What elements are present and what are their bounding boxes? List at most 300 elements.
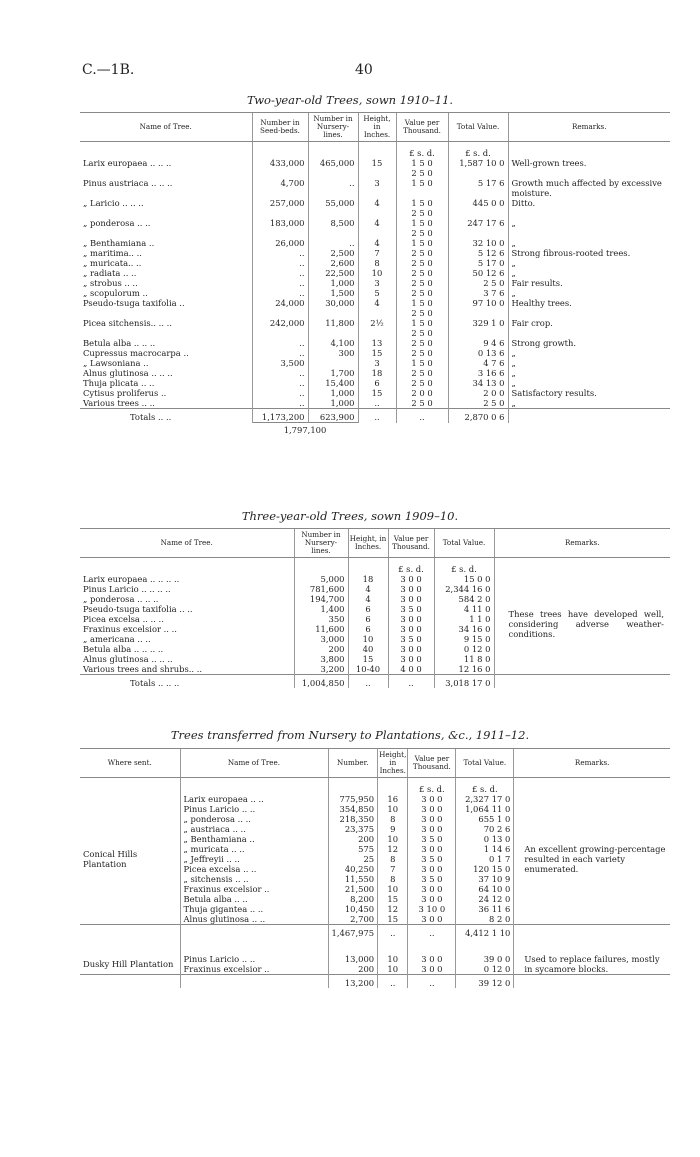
t1-total-value: 4 7 6 xyxy=(448,358,508,368)
t2-col-lines: Number in Nursery-lines. xyxy=(294,529,348,558)
t1-row xyxy=(80,318,670,338)
t1-nursery-lines: .. xyxy=(308,178,358,198)
t2-total-value: 9 15 0 xyxy=(434,634,494,644)
t1-value-per-thousand: 1 5 0 xyxy=(396,238,448,248)
t3-where-sent: Conical Hills Plantation xyxy=(83,849,138,869)
t3-col-value: Value per Thousand. xyxy=(408,749,456,778)
t1-col-seed: Number in Seed-beds. xyxy=(252,113,308,142)
t1-height: 8 xyxy=(358,258,396,268)
t1-remarks: Ditto. xyxy=(508,198,670,218)
t3-number: 10,450 xyxy=(328,904,378,914)
t2-value-per-thousand: 3 0 0 xyxy=(388,624,434,634)
t3-height: 10 xyxy=(378,804,408,814)
t1-row xyxy=(80,198,670,218)
t3-tree-name: Betula alba .. .. xyxy=(180,894,328,904)
t1-nursery-lines: 15,400 xyxy=(308,378,358,388)
t3-height: 15 xyxy=(378,894,408,904)
t2-nursery-lines: 781,600 xyxy=(294,584,348,594)
t3-tree-name: Alnus glutinosa .. .. xyxy=(180,914,328,925)
t2-tree-name: Various trees and shrubs.. .. xyxy=(83,664,203,674)
t3-group-total-value: .. xyxy=(408,975,456,989)
t2-tree-name: „ ponderosa .. .. .. xyxy=(83,594,159,604)
t1-seed-beds: .. xyxy=(252,368,308,378)
t3-col-total: Total Value. xyxy=(456,749,514,778)
t1-nursery-lines: 30,000 xyxy=(308,298,358,318)
t1-value-per-thousand: 2 5 0 xyxy=(396,348,448,358)
t2-nursery-lines: 5,000 xyxy=(294,574,348,584)
t3-value-per-thousand: 3 0 0 xyxy=(408,814,456,824)
t1-value-per-thousand: 1 5 0 2 5 0 xyxy=(396,298,448,318)
t1-seed-beds: 257,000 xyxy=(252,198,308,218)
t2-height: 40 xyxy=(348,644,388,654)
t2-tree-name: Larix europaea .. .. .. .. xyxy=(83,574,180,584)
t3-number: 23,375 xyxy=(328,824,378,834)
t3-tree-name: „ muricata .. .. xyxy=(180,844,328,854)
t1-row xyxy=(80,218,670,238)
t1-total-value: 50 12 6 xyxy=(448,268,508,278)
t3-total-value: 37 10 9 xyxy=(456,874,514,884)
t1-tree-name: Alnus glutinosa .. .. .. xyxy=(83,368,173,378)
t1-row xyxy=(80,248,670,258)
t1-total-value: 1,587 10 0 xyxy=(448,158,508,178)
t2-nursery-lines: 3,800 xyxy=(294,654,348,664)
t3-col-where: Where sent. xyxy=(80,749,180,778)
t1-remarks: Fair crop. xyxy=(508,318,670,338)
t2-value-per-thousand: 3 0 0 xyxy=(388,654,434,664)
page-reference: C.—1B. xyxy=(82,62,135,78)
t2-tree-name: Betula alba .. .. .. .. xyxy=(83,644,164,654)
t1-tree-name: „ Lawsoniana .. xyxy=(83,358,149,368)
t2-totals-row xyxy=(80,675,670,689)
t1-total-value: 3 7 6 xyxy=(448,288,508,298)
t3-tree-name: Pinus Laricio .. .. xyxy=(180,954,328,964)
t1-value-per-thousand: 1 5 0 2 5 0 xyxy=(396,318,448,338)
t3-unit-value: £ s. d. xyxy=(408,784,456,794)
t1-height: 13 xyxy=(358,338,396,348)
t2-total-total: 3,018 17 0 xyxy=(434,675,494,689)
t2-body xyxy=(80,558,670,675)
t2-tree-name: „ americana .. .. xyxy=(83,634,151,644)
t3-value-per-thousand: 3 0 0 xyxy=(408,894,456,904)
t3-total-value: 0 1 7 xyxy=(456,854,514,864)
t3-height: 10 xyxy=(378,884,408,894)
t2-value-per-thousand: 3 0 0 xyxy=(388,574,434,584)
t1-remarks: „ xyxy=(508,348,670,358)
t2-nursery-lines: 200 xyxy=(294,644,348,654)
t1-nursery-lines: 300 xyxy=(308,348,358,358)
t1-remarks: „ xyxy=(508,378,670,388)
t3-group-total-height: .. xyxy=(378,925,408,939)
t1-remarks: „ xyxy=(508,218,670,238)
t3-tree-name: „ ponderosa .. .. xyxy=(180,814,328,824)
t1-total-value: 247 17 6 xyxy=(448,218,508,238)
t3-col-name: Name of Tree. xyxy=(180,749,328,778)
t3-height: 12 xyxy=(378,904,408,914)
t1-height: 3 xyxy=(358,278,396,288)
t1-grand-total-row xyxy=(80,423,670,436)
t1-total-value: 97 10 0 xyxy=(448,298,508,318)
t3-tree-name: „ austriaca .. .. xyxy=(180,824,328,834)
t3-tree-name: Fraxinus excelsior .. xyxy=(180,884,328,894)
t3-total-value: 1,064 11 0 xyxy=(456,804,514,814)
t2-remarks: These trees have developed well, considering adverse weather-conditions. xyxy=(494,574,670,675)
t3-number: 21,500 xyxy=(328,884,378,894)
t1-value-per-thousand: 2 5 0 xyxy=(396,378,448,388)
t3-where-sent: Dusky Hill Plantation xyxy=(83,959,174,969)
t1-height: 6 xyxy=(358,378,396,388)
t1-total-value: 5 17 0 xyxy=(448,258,508,268)
t1-tree-name: Cupressus macrocarpa .. xyxy=(83,348,189,358)
t1-unit-value: £ s. d. xyxy=(396,148,448,158)
table1 xyxy=(80,112,670,435)
t1-tree-name: „ ponderosa .. .. xyxy=(83,218,151,228)
t1-total-seed: 1,173,200 xyxy=(252,409,308,423)
t1-total-height: .. xyxy=(358,409,396,423)
t2-nursery-lines: 194,700 xyxy=(294,594,348,604)
t1-col-total: Total Value. xyxy=(448,113,508,142)
t1-totals-row xyxy=(80,409,670,423)
t3-group-total-height: .. xyxy=(378,975,408,989)
t1-total-value: 2 5 0 xyxy=(448,398,508,409)
t1-total-value: 5 12 6 xyxy=(448,248,508,258)
t1-remarks: „ xyxy=(508,268,670,278)
t1-row xyxy=(80,258,670,268)
t1-remarks: „ xyxy=(508,238,670,248)
t3-tree-name: Pinus Laricio .. .. xyxy=(180,804,328,814)
t1-row xyxy=(80,378,670,388)
t3-number: 2,700 xyxy=(328,914,378,925)
t3-number: 218,350 xyxy=(328,814,378,824)
t3-number: 200 xyxy=(328,834,378,844)
t1-tree-name: „ Laricio .. .. .. xyxy=(83,198,144,208)
t1-height: 4 xyxy=(358,218,396,238)
t3-height: 10 xyxy=(378,964,408,975)
t3-total-value: 0 12 0 xyxy=(456,964,514,975)
t3-total-value: 2,327 17 0 xyxy=(456,794,514,804)
t1-tree-name: „ muricata.. .. xyxy=(83,258,142,268)
t1-tree-name: Various trees .. .. xyxy=(83,398,155,408)
t3-col-number: Number. xyxy=(328,749,378,778)
table3 xyxy=(80,748,670,988)
t1-value-per-thousand: 2 5 0 xyxy=(396,398,448,409)
t1-row xyxy=(80,368,670,378)
table2-title: Three-year-old Trees, sown 1909–10. xyxy=(241,509,459,523)
t1-value-per-thousand: 1 5 0 xyxy=(396,358,448,368)
t3-col-remarks: Remarks. xyxy=(514,749,670,778)
t1-col-lines: Number in Nursery-lines. xyxy=(308,113,358,142)
t2-value-per-thousand: 3 5 0 xyxy=(388,604,434,614)
t3-number: 13,000 xyxy=(328,954,378,964)
t1-remarks: „ xyxy=(508,368,670,378)
t2-total-value: .. xyxy=(388,675,434,689)
t3-value-per-thousand: 3 0 0 xyxy=(408,824,456,834)
t1-row xyxy=(80,338,670,348)
t2-unit-total: £ s. d. xyxy=(434,564,494,574)
t2-height: 4 xyxy=(348,584,388,594)
t3-tree-name: Picea excelsa .. .. xyxy=(180,864,328,874)
t1-remarks: Strong fibrous-rooted trees. xyxy=(508,248,670,258)
t1-nursery-lines: 1,700 xyxy=(308,368,358,378)
t1-nursery-lines xyxy=(308,358,358,368)
t1-nursery-lines: 11,800 xyxy=(308,318,358,338)
t1-value-per-thousand: 2 5 0 xyxy=(396,248,448,258)
t1-seed-beds: .. xyxy=(252,398,308,409)
t2-total-value: 15 0 0 xyxy=(434,574,494,584)
t3-height: 8 xyxy=(378,874,408,884)
t1-height: 4 xyxy=(358,298,396,318)
t3-value-per-thousand: 3 5 0 xyxy=(408,834,456,844)
t1-value-per-thousand: 2 5 0 xyxy=(396,278,448,288)
t2-height: 6 xyxy=(348,614,388,624)
t3-group-total-row xyxy=(80,975,670,989)
t3-value-per-thousand: 3 0 0 xyxy=(408,964,456,975)
t3-body xyxy=(80,778,670,989)
t3-value-per-thousand: 3 0 0 xyxy=(408,804,456,814)
t3-value-per-thousand: 3 0 0 xyxy=(408,844,456,854)
t3-height: 15 xyxy=(378,914,408,925)
t3-total-value: 39 0 0 xyxy=(456,954,514,964)
t2-total-lines: 1,004,850 xyxy=(294,675,348,689)
t1-row xyxy=(80,288,670,298)
t1-value-per-thousand: 2 0 0 xyxy=(396,388,448,398)
t1-height: 15 xyxy=(358,388,396,398)
t1-col-remarks: Remarks. xyxy=(508,113,670,142)
t1-seed-beds: 4,700 xyxy=(252,178,308,198)
t1-total-value: 3 16 6 xyxy=(448,368,508,378)
t1-height: 5 xyxy=(358,288,396,298)
t2-height: 6 xyxy=(348,604,388,614)
t1-total-value: 32 10 0 xyxy=(448,238,508,248)
t1-total-total: 2,870 0 6 xyxy=(448,409,508,423)
t3-group-total-row xyxy=(80,925,670,939)
t3-height: 10 xyxy=(378,954,408,964)
t3-height: 8 xyxy=(378,814,408,824)
t3-number: 40,250 xyxy=(328,864,378,874)
t3-group-total-number: 1,467,975 xyxy=(328,925,378,939)
t3-remarks: An excellent growing-percentage resulted in each variety enumerated. xyxy=(514,794,670,925)
t1-seed-beds: 183,000 xyxy=(252,218,308,238)
t1-nursery-lines: 2,500 xyxy=(308,248,358,258)
t3-total-value: 655 1 0 xyxy=(456,814,514,824)
t1-height: 15 xyxy=(358,158,396,178)
t1-tree-name: Pinus austriaca .. .. .. xyxy=(83,178,173,188)
t3-height: 7 xyxy=(378,864,408,874)
t1-value-per-thousand: 1 5 0 2 5 0 xyxy=(396,158,448,178)
t3-height: 10 xyxy=(378,834,408,844)
t1-nursery-lines: .. xyxy=(308,238,358,248)
table1-title: Two-year-old Trees, sown 1910–11. xyxy=(246,93,454,107)
t2-total-value: 1 1 0 xyxy=(434,614,494,624)
t3-col-height: Height, in Inches. xyxy=(378,749,408,778)
t2-row xyxy=(80,574,670,584)
t1-tree-name: Picea sitchensis.. .. .. xyxy=(83,318,172,328)
t2-total-value: 584 2 0 xyxy=(434,594,494,604)
t3-total-value: 0 13 0 xyxy=(456,834,514,844)
t1-remarks: „ xyxy=(508,258,670,268)
t1-nursery-lines: 8,500 xyxy=(308,218,358,238)
t2-total-value: 11 8 0 xyxy=(434,654,494,664)
t3-number: 8,200 xyxy=(328,894,378,904)
t1-tree-name: „ radiata .. .. xyxy=(83,268,137,278)
t1-height: 2½ xyxy=(358,318,396,338)
t1-row xyxy=(80,298,670,318)
t2-value-per-thousand: 3 0 0 xyxy=(388,614,434,624)
t1-nursery-lines: 465,000 xyxy=(308,158,358,178)
t1-total-value: 329 1 0 xyxy=(448,318,508,338)
t3-value-per-thousand: 3 5 0 xyxy=(408,854,456,864)
t3-total-value: 64 10 0 xyxy=(456,884,514,894)
t3-total-value: 120 15 0 xyxy=(456,864,514,874)
t1-seed-beds: .. xyxy=(252,288,308,298)
t2-height: 4 xyxy=(348,594,388,604)
t1-seed-beds: 26,000 xyxy=(252,238,308,248)
t2-col-name: Name of Tree. xyxy=(80,529,294,558)
t1-total-value: 9 4 6 xyxy=(448,338,508,348)
t1-value-per-thousand: 1 5 0 xyxy=(396,178,448,198)
t1-row xyxy=(80,178,670,198)
t1-body xyxy=(80,142,670,409)
page-number: 40 xyxy=(355,62,373,78)
t1-tree-name: Thuja plicata .. .. xyxy=(83,378,155,388)
t1-height: 15 xyxy=(358,348,396,358)
t2-unit-value: £ s. d. xyxy=(388,564,434,574)
t3-total-value: 24 12 0 xyxy=(456,894,514,904)
t2-tree-name: Pseudo-tsuga taxifolia .. .. xyxy=(83,604,193,614)
t1-total-lines: 623,900 xyxy=(308,409,358,423)
t1-seed-beds: 433,000 xyxy=(252,158,308,178)
t1-row xyxy=(80,348,670,358)
t2-col-height: Height, in Inches. xyxy=(348,529,388,558)
t2-height: 10 xyxy=(348,634,388,644)
t1-total-value: 2 0 0 xyxy=(448,388,508,398)
t3-group-total-value: .. xyxy=(408,925,456,939)
t1-height: 7 xyxy=(358,248,396,258)
t1-tree-name: „ Benthamiana .. xyxy=(83,238,155,248)
t1-nursery-lines: 4,100 xyxy=(308,338,358,348)
t3-unit-total: £ s. d. xyxy=(456,784,514,794)
t1-height: 3 xyxy=(358,358,396,368)
t2-total-value: 4 11 0 xyxy=(434,604,494,614)
t1-col-value: Value per Thousand. xyxy=(396,113,448,142)
t2-value-per-thousand: 3 5 0 xyxy=(388,634,434,644)
t2-col-value: Value per Thousand. xyxy=(388,529,434,558)
t3-total-value: 8 2 0 xyxy=(456,914,514,925)
t1-remarks: Well-grown trees. xyxy=(508,158,670,178)
t1-row xyxy=(80,398,670,409)
t1-total-value: 445 0 0 xyxy=(448,198,508,218)
t1-value-per-thousand: 1 5 0 2 5 0 xyxy=(396,218,448,238)
t1-total-value: 0 13 6 xyxy=(448,348,508,358)
t1-total-value: 34 13 0 xyxy=(448,378,508,388)
t2-tree-name: Picea excelsa .. .. .. xyxy=(83,614,164,624)
t3-remarks: Used to replace failures, mostly in sycamore blocks. xyxy=(514,954,670,975)
t2-col-remarks: Remarks. xyxy=(494,529,670,558)
t3-number: 775,950 xyxy=(328,794,378,804)
t1-seed-beds: .. xyxy=(252,258,308,268)
t2-value-per-thousand: 3 0 0 xyxy=(388,584,434,594)
t1-tree-name: „ scopulorum .. xyxy=(83,288,148,298)
t3-tree-name: Larix europaea .. .. xyxy=(180,794,328,804)
t1-value-per-thousand: 2 5 0 xyxy=(396,368,448,378)
t1-row xyxy=(80,358,670,368)
t1-remarks: „ xyxy=(508,358,670,368)
t3-value-per-thousand: 3 0 0 xyxy=(408,794,456,804)
t1-tree-name: Cytisus proliferus .. xyxy=(83,388,167,398)
t1-grand-total: 1,797,100 xyxy=(252,423,358,436)
table3-title: Trees transferred from Nursery to Plantations, &c., 1911–12. xyxy=(170,728,530,742)
t1-remarks: Fair results. xyxy=(508,278,670,288)
t1-col-name: Name of Tree. xyxy=(80,113,252,142)
t1-value-per-thousand: 1 5 0 2 5 0 xyxy=(396,198,448,218)
t1-value-per-thousand: 2 5 0 xyxy=(396,338,448,348)
t2-nursery-lines: 3,000 xyxy=(294,634,348,644)
table2 xyxy=(80,528,670,688)
t2-value-per-thousand: 4 0 0 xyxy=(388,664,434,675)
t1-tree-name: „ maritima.. .. xyxy=(83,248,142,258)
t1-value-per-thousand: 2 5 0 xyxy=(396,258,448,268)
t3-value-per-thousand: 3 0 0 xyxy=(408,954,456,964)
t2-value-per-thousand: 3 0 0 xyxy=(388,594,434,604)
t2-col-total: Total Value. xyxy=(434,529,494,558)
t1-row xyxy=(80,388,670,398)
t1-seed-beds: .. xyxy=(252,278,308,288)
t2-height: 6 xyxy=(348,624,388,634)
t3-total-value: 70 2 6 xyxy=(456,824,514,834)
t1-seed-beds: 242,000 xyxy=(252,318,308,338)
t3-value-per-thousand: 3 0 0 xyxy=(408,884,456,894)
t3-tree-name: Fraxinus excelsior .. xyxy=(180,964,328,975)
t1-seed-beds: .. xyxy=(252,388,308,398)
t3-tree-name: „ Benthamiana .. xyxy=(180,834,328,844)
t2-height: 15 xyxy=(348,654,388,664)
t2-nursery-lines: 1,400 xyxy=(294,604,348,614)
t1-unit-total: £ s. d. xyxy=(448,148,508,158)
t1-remarks: „ xyxy=(508,288,670,298)
t3-row xyxy=(80,794,670,804)
t1-height: 3 xyxy=(358,178,396,198)
t2-value-per-thousand: 3 0 0 xyxy=(388,644,434,654)
t2-tree-name: Alnus glutinosa .. .. .. xyxy=(83,654,173,664)
t1-remarks: Strong growth. xyxy=(508,338,670,348)
t2-tree-name: Pinus Laricio .. .. .. .. xyxy=(83,584,171,594)
t1-seed-beds: .. xyxy=(252,248,308,258)
t3-number: 354,850 xyxy=(328,804,378,814)
t3-number: 25 xyxy=(328,854,378,864)
t1-height: 4 xyxy=(358,198,396,218)
t1-nursery-lines: 55,000 xyxy=(308,198,358,218)
t1-nursery-lines: 2,600 xyxy=(308,258,358,268)
t2-nursery-lines: 11,600 xyxy=(294,624,348,634)
t3-group-total-total: 4,412 1 10 xyxy=(456,925,514,939)
t2-total-value: 12 16 0 xyxy=(434,664,494,675)
t1-seed-beds: .. xyxy=(252,338,308,348)
t1-total-value: .. xyxy=(396,409,448,423)
t3-number: 575 xyxy=(328,844,378,854)
t3-number: 11,550 xyxy=(328,874,378,884)
t3-total-value: 1 14 6 xyxy=(456,844,514,854)
t1-seed-beds: 24,000 xyxy=(252,298,308,318)
t1-height: 10 xyxy=(358,268,396,278)
t1-row xyxy=(80,278,670,288)
t2-total-value: 34 16 0 xyxy=(434,624,494,634)
t1-seed-beds: 3,500 xyxy=(252,358,308,368)
t3-tree-name: „ sitchensis .. .. xyxy=(180,874,328,884)
t2-total-value: 0 12 0 xyxy=(434,644,494,654)
t2-total-height: .. xyxy=(348,675,388,689)
t3-group-total-total: 39 12 0 xyxy=(456,975,514,989)
t3-tree-name: „ Jeffreyii .. .. xyxy=(180,854,328,864)
t3-height: 8 xyxy=(378,854,408,864)
